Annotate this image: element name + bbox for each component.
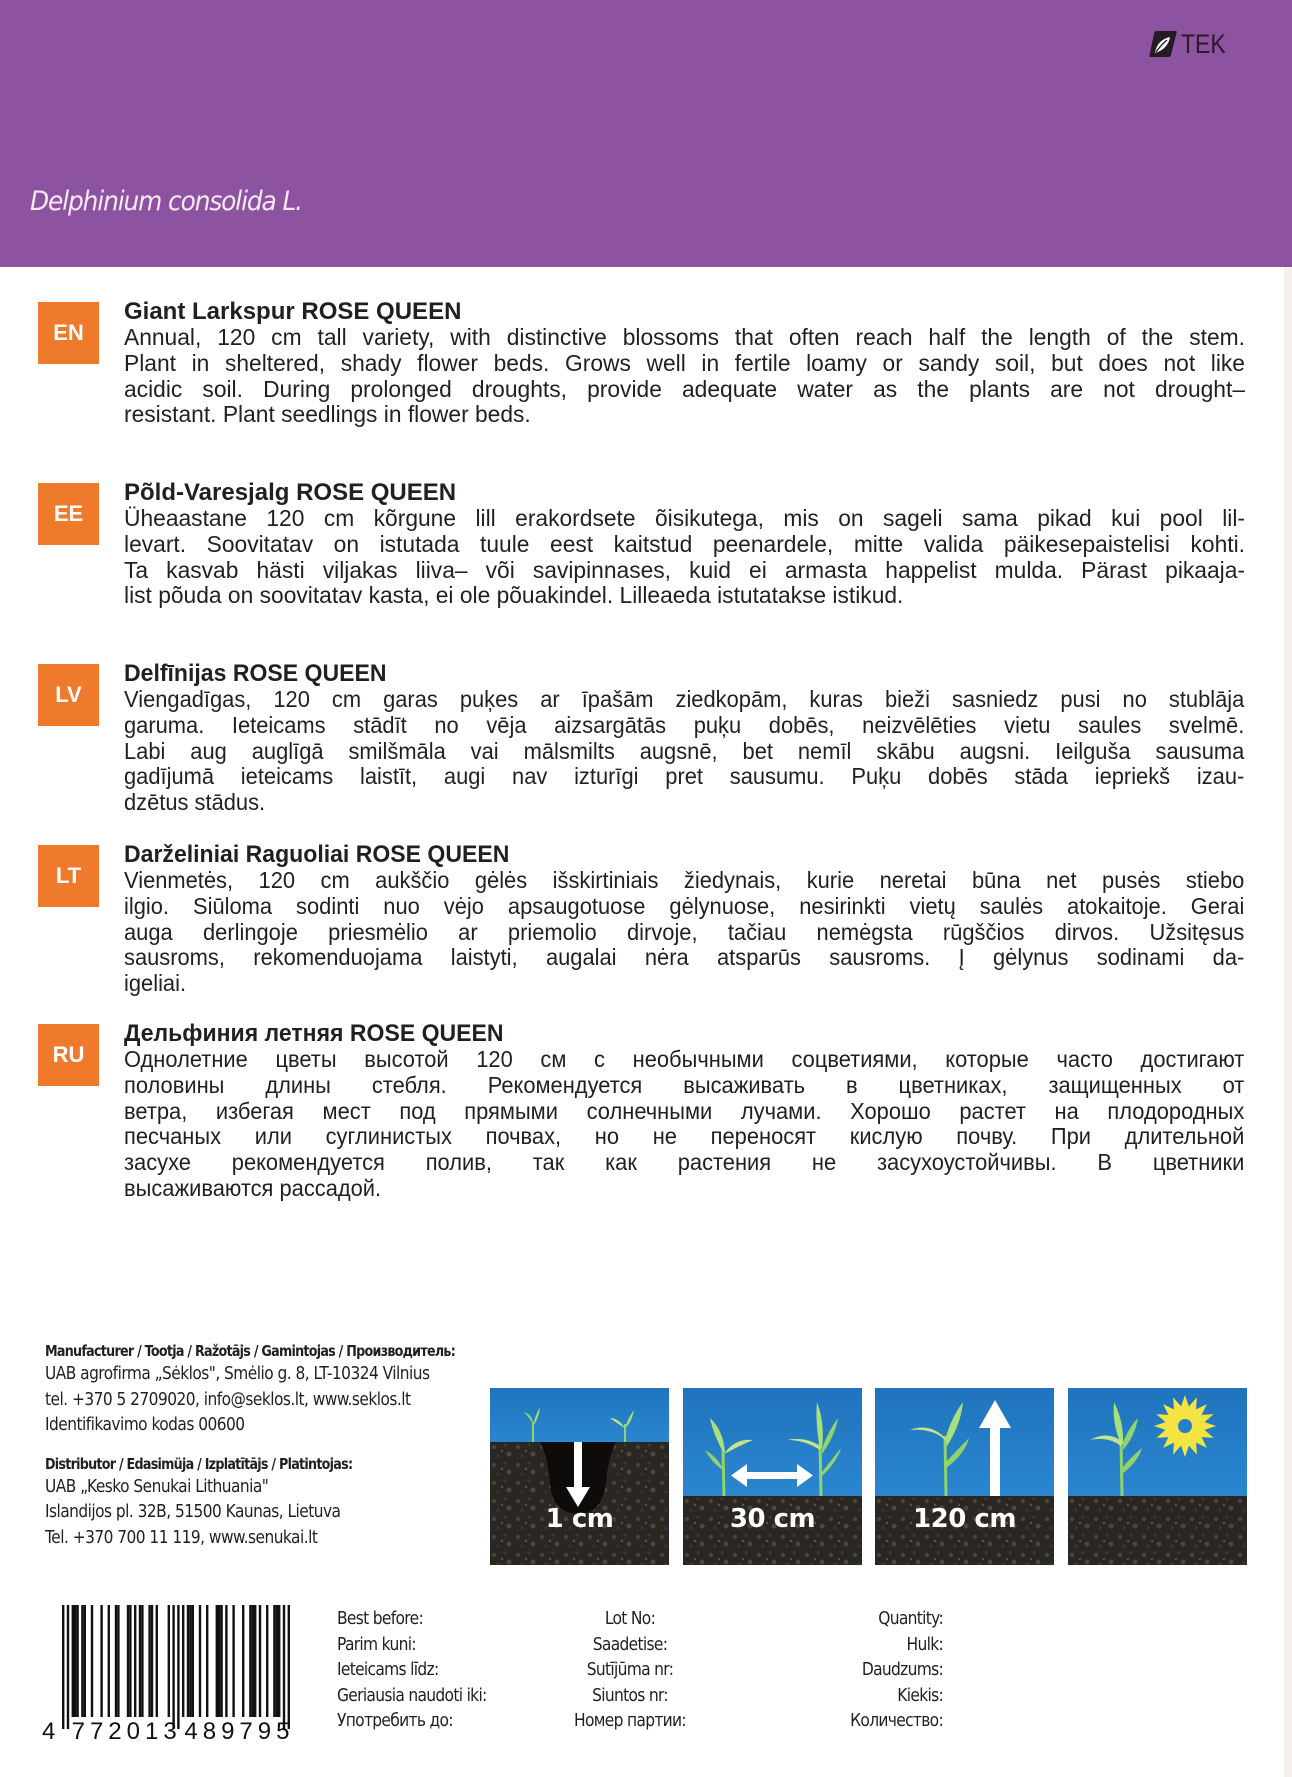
section-title: Delfīnijas ROSE QUEEN <box>124 660 387 687</box>
barcode-bar <box>81 1605 83 1717</box>
best-before-label: Употребить до: <box>337 1710 453 1731</box>
barcode-bar <box>129 1605 131 1717</box>
plant-spacing-label: 30 cm <box>729 1504 816 1534</box>
barcode-bar <box>199 1605 201 1717</box>
barcode-bar <box>134 1605 136 1717</box>
body-line: засухе рекомендуется полив, так как растения не засухоустойчивы. В цветники <box>124 1149 1245 1176</box>
plant-height-panel <box>875 1388 1054 1565</box>
section-body <box>124 506 1245 609</box>
best-before-label: Ieteicams līdz: <box>337 1659 439 1680</box>
body-line: gadījumā ieteicams laistīt, augi nav izturīgi pret sausumu. Puķu dobēs stāda iepriekš izau- <box>124 763 1245 790</box>
barcode-bar <box>225 1605 227 1717</box>
section-title: Darželiniai Raguoliai ROSE QUEEN <box>124 841 510 868</box>
body-line: половины длины стебля. Рекомендуется высаживать в цветниках, защищенных от <box>124 1071 1245 1098</box>
language-badge-ru: RU <box>38 1024 99 1086</box>
leaf-icon <box>1148 30 1178 58</box>
barcode-bar <box>117 1605 119 1717</box>
body-line: Üheaastane 120 cm kõrgune lill erakordsete õisikutega, mis on sageli sama pikad kui pool lil- <box>124 505 1245 531</box>
barcode-bar <box>252 1605 254 1717</box>
company-info <box>45 1340 545 1551</box>
body-line: acidic soil. During prolonged droughts, provide adequate water as the plants are not drought– <box>124 375 1245 402</box>
sunlight-panel <box>1068 1388 1247 1565</box>
section-title: Дельфиния летняя ROSE QUEEN <box>124 1020 504 1047</box>
quantity-label: Количество: <box>850 1710 943 1731</box>
best-before-label: Parim kuni: <box>337 1633 416 1655</box>
body-line: sausroms, rekomenduojama laistyti, augalai nėra atsparūs sausroms. Į gėlynus sodinami da- <box>124 944 1245 971</box>
barcode-bar <box>276 1605 278 1717</box>
body-line: ilgio. Siūloma sodinti nuo vėjo apsaugotuose gėlynuose, nesirinkti vietų saulės atokaitoje. Gerai <box>124 892 1245 919</box>
barcode-bar <box>100 1605 102 1717</box>
quantity-label: Kiekis: <box>897 1684 943 1706</box>
body-line: levart. Soovitatav on istutada tuule eest kaitstud peenardele, mitte valida päikesepaistelisi kohti. <box>124 530 1245 557</box>
quantity-column <box>743 1606 943 1734</box>
language-badge-lt: LT <box>38 845 99 907</box>
best-before-label: Geriausia naudoti iki: <box>337 1684 487 1706</box>
barcode-bar <box>278 1605 280 1717</box>
body-line: Однолетние цветы высотой 120 см с необычными соцветиями, которые часто достигают <box>124 1046 1245 1072</box>
barcode-bar <box>192 1605 194 1717</box>
body-line: Viengadīgas, 120 cm garas puķes ar īpašām ziedkopām, kuras bieži sasniedz pusi no stublāja <box>124 686 1245 712</box>
body-line: песчаных или суглинистых почвах, но не переносят кислую почву. При длительной <box>124 1123 1245 1150</box>
barcode <box>40 1603 310 1743</box>
lot-number-label: Saadetise: <box>592 1633 668 1655</box>
barcode-bar <box>168 1605 170 1717</box>
barcode-bar <box>127 1605 129 1717</box>
barcode-digits-right: 489795 <box>184 1718 295 1743</box>
body-line: Ta kasvab hästi viljakas liiva– või savipinnases, kuid ei armasta happelist mulda. Pärast pikaaja- <box>124 556 1245 583</box>
barcode-bar <box>62 1605 64 1729</box>
lot-number-label: Lot No: <box>604 1608 656 1629</box>
barcode-bar <box>148 1605 150 1717</box>
barcode-bar <box>189 1605 191 1717</box>
language-badge-lv: LV <box>38 664 99 726</box>
section-title: Põld-Varesjalg ROSE QUEEN <box>124 479 457 506</box>
barcode-bar <box>84 1605 86 1717</box>
plant-height-label: 120 cm <box>913 1504 1016 1534</box>
barcode-bar <box>266 1605 268 1717</box>
body-line: resistant. Plant seedlings in flower beds. <box>124 401 531 428</box>
body-line: ветра, избегая мест под прямыми солнечными лучами. Хорошо растет на плодородных <box>124 1097 1245 1124</box>
barcode-bar <box>288 1605 290 1729</box>
manufacturer-line: tel. +370 5 2709020, info@seklos.lt, www.seklos.lt <box>45 1389 411 1410</box>
barcode-bar <box>206 1605 208 1717</box>
barcode-bar <box>218 1605 220 1717</box>
lot-number-label: Siuntos nr: <box>592 1684 668 1706</box>
barcode-bar <box>249 1605 251 1717</box>
barcode-bar <box>187 1605 189 1717</box>
section-title: Giant Larkspur ROSE QUEEN <box>124 298 462 325</box>
sun-icon <box>1154 1395 1216 1457</box>
barcode-digit-first: 4 <box>42 1718 61 1743</box>
manufacturer-line: UAB agrofirma „Sėklos", Smėlio g. 8, LT-10324 Vilnius <box>45 1364 430 1384</box>
body-line: высаживаются рассадой. <box>124 1174 382 1201</box>
quantity-label: Daudzums: <box>861 1659 943 1680</box>
body-line: dzētus stādus. <box>124 789 266 816</box>
body-line: auga derlingoje priesmėlio ar priemolio dirvoje, tačiau nemėgsta rūgščios dirvos. Užsitęsus <box>124 918 1245 945</box>
barcode-bar <box>232 1605 234 1717</box>
barcode-bar <box>283 1605 285 1729</box>
barcode-bar <box>177 1605 179 1729</box>
sowing-depth-label: 1 cm <box>545 1504 614 1534</box>
barcode-bar <box>76 1605 78 1717</box>
barcode-bar <box>151 1605 153 1717</box>
lot-number-label: Номер партии: <box>574 1710 686 1731</box>
barcode-bar <box>139 1605 141 1717</box>
barcode-bar <box>273 1605 275 1717</box>
body-line: igeliai. <box>124 970 187 997</box>
distributor-line: UAB „Kesko Senukai Lithuania" <box>45 1476 269 1497</box>
best-before-column <box>337 1606 511 1734</box>
barcode-bar <box>254 1605 256 1717</box>
header-band <box>0 0 1292 267</box>
brand-name: TEK <box>1181 28 1226 59</box>
barcode-bar <box>156 1605 158 1717</box>
barcode-bar <box>67 1605 69 1729</box>
distributor-heading: Distributor / Edasimüja / Izplatītājs / Platintojas: <box>45 1454 353 1473</box>
body-line: garuma. Ieteicams stādīt no vēja aizsargātās puķu dobēs, neizvēlēties vietu saules svelmē. <box>124 711 1245 738</box>
barcode-bar <box>108 1605 110 1717</box>
quantity-label: Hulk: <box>906 1633 943 1655</box>
latin-name: Delphinium consolida L. <box>30 186 302 217</box>
barcode-bar <box>141 1605 143 1717</box>
barcode-bar <box>182 1605 184 1717</box>
best-before-label: Best before: <box>337 1608 423 1629</box>
section-body <box>124 1047 1244 1202</box>
quantity-label: Quantity: <box>878 1608 943 1629</box>
barcode-digits-left: 772013 <box>71 1718 182 1743</box>
language-badge-en: EN <box>38 302 99 364</box>
barcode-bar <box>220 1605 222 1717</box>
body-line: Labi aug auglīgā smilšmāla vai mālsmilts augsnē, bet nemīl skābu augsni. Ieilguša sausuma <box>124 737 1245 764</box>
brand-logo <box>1148 29 1234 59</box>
barcode-bar <box>74 1605 76 1717</box>
barcode-bar <box>172 1605 174 1729</box>
barcode-bar <box>72 1605 74 1717</box>
barcode-bar <box>259 1605 261 1717</box>
body-line: Vienmetės, 120 cm aukščio gėlės išskirtiniais žiedynais, kurie neretai būna net pusės stiebo <box>124 867 1245 893</box>
lot-number-column <box>530 1606 730 1734</box>
section-body <box>124 687 1244 816</box>
barcode-bar <box>242 1605 244 1717</box>
barcode-bar <box>115 1605 117 1717</box>
barcode-bar <box>216 1605 218 1717</box>
sowing-depth-panel <box>490 1388 669 1565</box>
language-badge-ee: EE <box>38 483 99 545</box>
section-body <box>124 325 1245 428</box>
distributor-line: Tel. +370 700 11 119, www.senukai.lt <box>45 1527 318 1548</box>
distributor-line: Islandijos pl. 32B, 51500 Kaunas, Lietuva <box>45 1502 341 1522</box>
lot-number-label: Sutījūma nr: <box>586 1659 674 1680</box>
section-body <box>124 868 1244 997</box>
body-line: list põuda on soovitatav kasta, ei ole põuakindel. Lilleaeda istutatakse istikud. <box>124 582 904 609</box>
plant-spacing-panel <box>683 1388 862 1565</box>
manufacturer-heading: Manufacturer / Tootja / Ražotājs / Gamintojas / Производитель: <box>45 1342 456 1360</box>
manufacturer-line: Identifikavimo kodas 00600 <box>45 1415 245 1435</box>
edge-strip <box>1284 267 1292 1777</box>
body-line: Annual, 120 cm tall variety, with distinctive blossoms that often reach half the length of the stem. <box>124 324 1245 350</box>
barcode-bar <box>91 1605 93 1717</box>
body-line: Plant in sheltered, shady flower beds. Grows well in fertile loamy or sandy soil, but does not like <box>124 349 1245 376</box>
